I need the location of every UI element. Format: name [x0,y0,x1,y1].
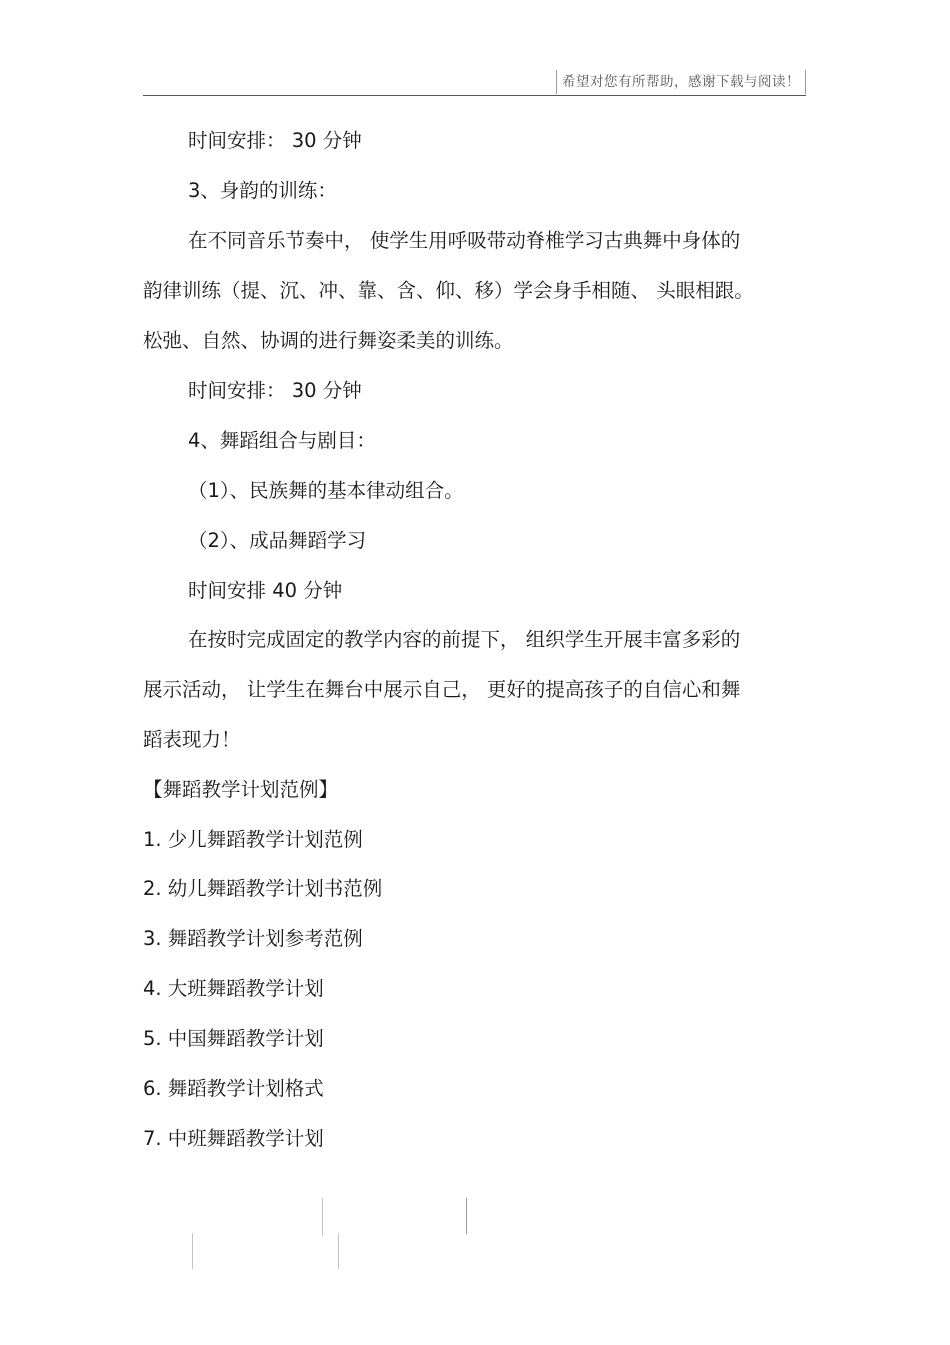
related-link-item[interactable]: 7. 中班舞蹈教学计划 [143,1127,324,1150]
footer-divider [466,1198,467,1234]
time-schedule-1: 时间安排： 30 分钟 [188,129,362,152]
related-heading: 【舞蹈教学计划范例】 [143,778,339,801]
section-3-paragraph-line-3: 松弛、自然、协调的进行舞姿柔美的训练。 [143,329,514,352]
footer-divider [192,1233,193,1269]
related-link-item[interactable]: 3. 舞蹈教学计划参考范例 [143,927,363,950]
section-4-item-2: （2）、成品舞蹈学习 [188,529,367,552]
time-schedule-2: 时间安排： 30 分钟 [188,379,362,402]
footer-divider [338,1233,339,1269]
related-link-item[interactable]: 4. 大班舞蹈教学计划 [143,977,324,1000]
time-schedule-3: 时间安排 40 分钟 [188,579,343,602]
section-3-paragraph-line-2: 韵律训练（提、沉、冲、靠、含、仰、移）学会身手相随、 头眼相跟。 [143,279,754,302]
closing-paragraph-line-2: 展示活动， 让学生在舞台中展示自己， 更好的提高孩子的自信心和舞 [143,678,741,701]
header-note: 希望对您有所帮助，感谢下载与阅读！ [556,70,806,94]
closing-paragraph-line-3: 蹈表现力！ [143,728,241,751]
section-3-title: 3、身韵的训练： [188,179,337,202]
related-link-item[interactable]: 6. 舞蹈教学计划格式 [143,1077,324,1100]
footer-divider [322,1198,323,1236]
section-3-paragraph-line-1: 在不同音乐节奏中， 使学生用呼吸带动脊椎学习古典舞中身体的 [188,229,741,252]
related-link-item[interactable]: 5. 中国舞蹈教学计划 [143,1027,324,1050]
section-4-title: 4、舞蹈组合与剧目： [188,429,376,452]
header-divider [143,95,806,96]
section-4-item-1: （1）、民族舞的基本律动组合。 [188,479,464,502]
related-link-item[interactable]: 1. 少儿舞蹈教学计划范例 [143,828,363,851]
related-link-item[interactable]: 2. 幼儿舞蹈教学计划书范例 [143,877,383,900]
closing-paragraph-line-1: 在按时完成固定的教学内容的前提下， 组织学生开展丰富多彩的 [188,628,741,651]
